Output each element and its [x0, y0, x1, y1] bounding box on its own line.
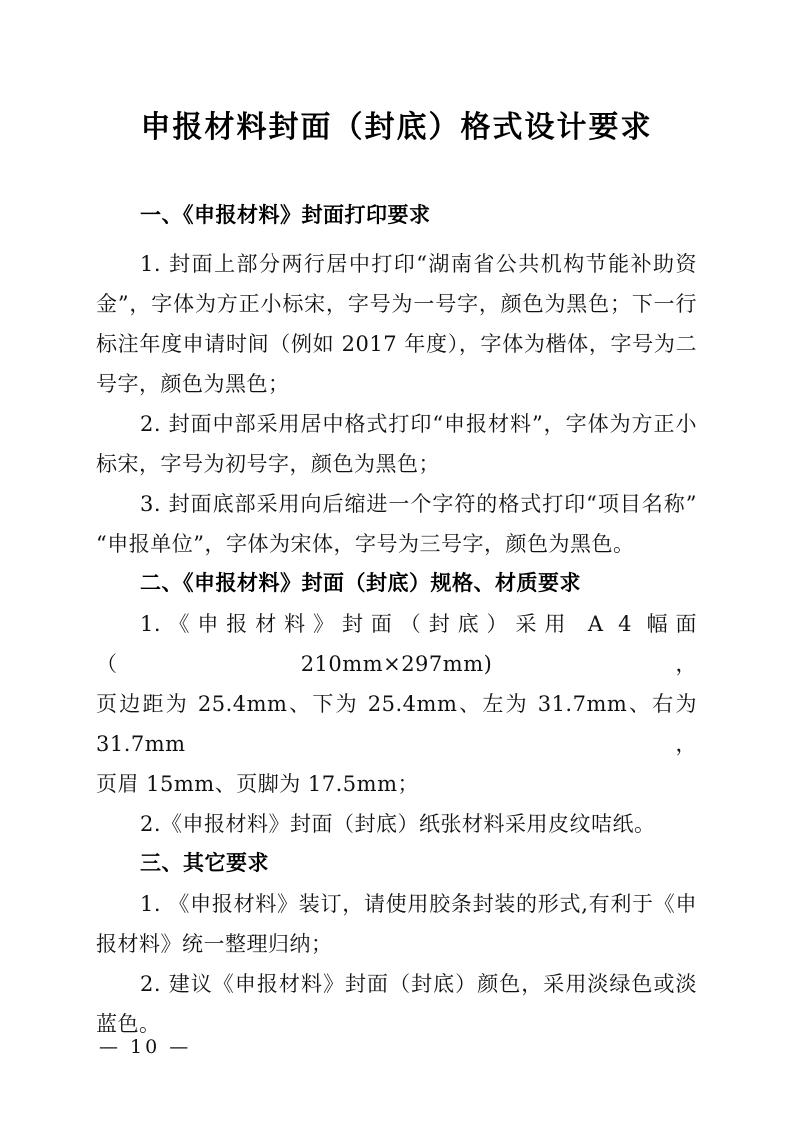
paragraph-line: 2. 建议《申报材料》封面（封底）颜色，采用淡绿色或淡 — [140, 972, 697, 996]
paragraph-line: 3. 封面底部采用向后缩进一个字符的格式打印“项目名称” — [140, 492, 697, 516]
paragraph-line: 标注年度申请时间（例如 2017 年度），字体为楷体，字号为二 — [96, 332, 697, 356]
paragraph-line: 2.《申报材料》封面（封底）纸张材料采用皮纹咭纸。 — [140, 812, 656, 836]
paragraph-line: 标宋，字号为初号字，颜色为黑色； — [96, 452, 440, 476]
page-number: — 10 — — [99, 1036, 192, 1058]
paragraph-line: 1. 《申报材料》装订，请使用胶条封装的形式,有利于《申 — [140, 892, 697, 916]
paragraph-line: 号字，颜色为黑色； — [96, 372, 290, 396]
section-heading-3: 三、其它要求 — [140, 852, 269, 875]
page-footer — [99, 1036, 191, 1058]
section-heading-1: 一、《申报材料》封面打印要求 — [140, 204, 431, 227]
paragraph-line: 报材料》统一整理归纳； — [96, 932, 333, 956]
paragraph-line: “申报单位”，字体为宋体，字号为三号字，颜色为黑色。 — [96, 532, 635, 556]
section-heading-2: 二、《申报材料》封面（封底）规格、材质要求 — [140, 572, 581, 595]
paragraph-line: 蓝色。 — [96, 1012, 161, 1036]
paragraph-line: 页边距为 25.4mm、下为 25.4mm、左为 31.7mm、右为 31.7mm， — [96, 692, 697, 756]
paragraph-line: 1. 封面上部分两行居中打印“湖南省公共机构节能补助资 — [140, 252, 697, 276]
paragraph-line: 2. 封面中部采用居中格式打印“申报材料”，字体为方正小 — [140, 412, 697, 436]
document-title: 申报材料封面（封底）格式设计要求 — [140, 110, 653, 145]
document-body — [96, 196, 697, 1044]
paragraph-line: 页眉 15mm、页脚为 17.5mm； — [96, 772, 419, 796]
paragraph-line: 1.《申报材料》封面（封底）采用 A 4 幅面（210mm×297mm)， — [96, 612, 697, 676]
paragraph-line: 金”，字体为方正小标宋，字号为一号字，颜色为黑色；下一行 — [96, 292, 697, 316]
